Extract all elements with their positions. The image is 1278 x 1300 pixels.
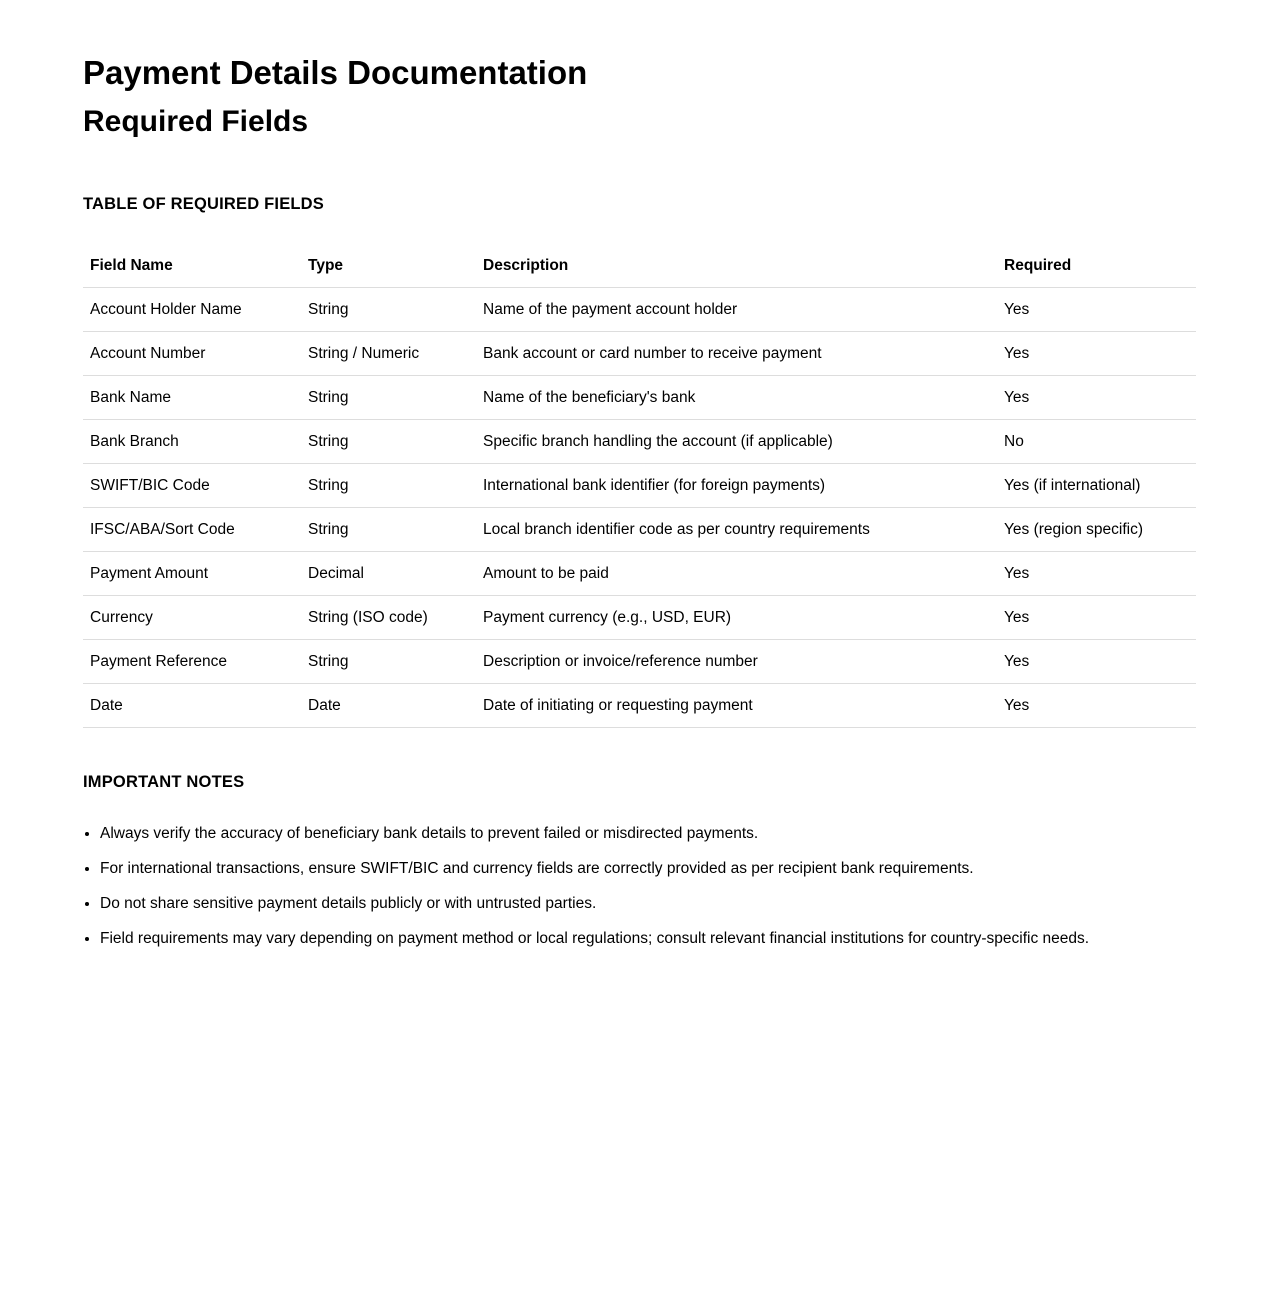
cell-required: Yes xyxy=(997,640,1196,684)
cell-field-name: IFSC/ABA/Sort Code xyxy=(83,508,301,552)
cell-type: String (ISO code) xyxy=(301,596,476,640)
table-header-row xyxy=(83,244,1196,288)
page-title: Payment Details Documentation xyxy=(83,54,588,91)
cell-description: Amount to be paid xyxy=(476,552,997,596)
cell-field-name: Payment Amount xyxy=(83,552,301,596)
cell-required: Yes xyxy=(997,684,1196,728)
table-row xyxy=(83,288,1196,332)
cell-required: Yes (region specific) xyxy=(997,508,1196,552)
note-item: • Field requirements may vary depending on payment method or local regulations; consult relevant financial institutions for country-specific needs. xyxy=(100,928,1196,950)
cell-description: Payment currency (e.g., USD, EUR) xyxy=(476,596,997,640)
cell-field-name: Account Holder Name xyxy=(83,288,301,332)
cell-field-name: Bank Branch xyxy=(83,420,301,464)
cell-description: Name of the beneficiary's bank xyxy=(476,376,997,420)
cell-type: String xyxy=(301,288,476,332)
column-header-required: Required xyxy=(997,244,1196,288)
cell-type: Date xyxy=(301,684,476,728)
table-section-heading: TABLE OF REQUIRED FIELDS xyxy=(83,195,324,214)
cell-required: Yes xyxy=(997,332,1196,376)
note-item: • For international transactions, ensure SWIFT/BIC and currency fields are correctly provided as per recipient bank requirements. xyxy=(100,858,1196,880)
table-row xyxy=(83,596,1196,640)
cell-type: String xyxy=(301,376,476,420)
table-row xyxy=(83,552,1196,596)
cell-description: Name of the payment account holder xyxy=(476,288,997,332)
required-fields-table xyxy=(83,244,1196,728)
cell-type: String xyxy=(301,420,476,464)
cell-description: International bank identifier (for foreign payments) xyxy=(476,464,997,508)
cell-field-name: Payment Reference xyxy=(83,640,301,684)
table-row xyxy=(83,640,1196,684)
cell-type: Decimal xyxy=(301,552,476,596)
cell-type: String xyxy=(301,640,476,684)
cell-description: Date of initiating or requesting payment xyxy=(476,684,997,728)
note-item: • Always verify the accuracy of beneficiary bank details to prevent failed or misdirected payments. xyxy=(100,823,1196,845)
cell-required: No xyxy=(997,420,1196,464)
table-row xyxy=(83,376,1196,420)
table-row xyxy=(83,508,1196,552)
cell-required: Yes xyxy=(997,596,1196,640)
cell-description: Description or invoice/reference number xyxy=(476,640,997,684)
cell-required: Yes (if international) xyxy=(997,464,1196,508)
notes-list xyxy=(83,823,1196,950)
cell-type: String xyxy=(301,464,476,508)
cell-type: String xyxy=(301,508,476,552)
cell-required: Yes xyxy=(997,376,1196,420)
cell-field-name: Date xyxy=(83,684,301,728)
table-row xyxy=(83,464,1196,508)
column-header-description: Description xyxy=(476,244,997,288)
cell-field-name: Account Number xyxy=(83,332,301,376)
cell-type: String / Numeric xyxy=(301,332,476,376)
table-row xyxy=(83,420,1196,464)
page-subtitle: Required Fields xyxy=(83,104,309,138)
cell-required: Yes xyxy=(997,288,1196,332)
cell-field-name: Bank Name xyxy=(83,376,301,420)
table-row xyxy=(83,332,1196,376)
notes-section-heading: IMPORTANT NOTES xyxy=(83,773,245,792)
column-header-type: Type xyxy=(301,244,476,288)
cell-field-name: SWIFT/BIC Code xyxy=(83,464,301,508)
cell-description: Bank account or card number to receive payment xyxy=(476,332,997,376)
cell-field-name: Currency xyxy=(83,596,301,640)
cell-required: Yes xyxy=(997,552,1196,596)
table-row xyxy=(83,684,1196,728)
column-header-field-name: Field Name xyxy=(83,244,301,288)
cell-description: Local branch identifier code as per country requirements xyxy=(476,508,997,552)
note-item: • Do not share sensitive payment details publicly or with untrusted parties. xyxy=(100,893,1196,915)
cell-description: Specific branch handling the account (if applicable) xyxy=(476,420,997,464)
